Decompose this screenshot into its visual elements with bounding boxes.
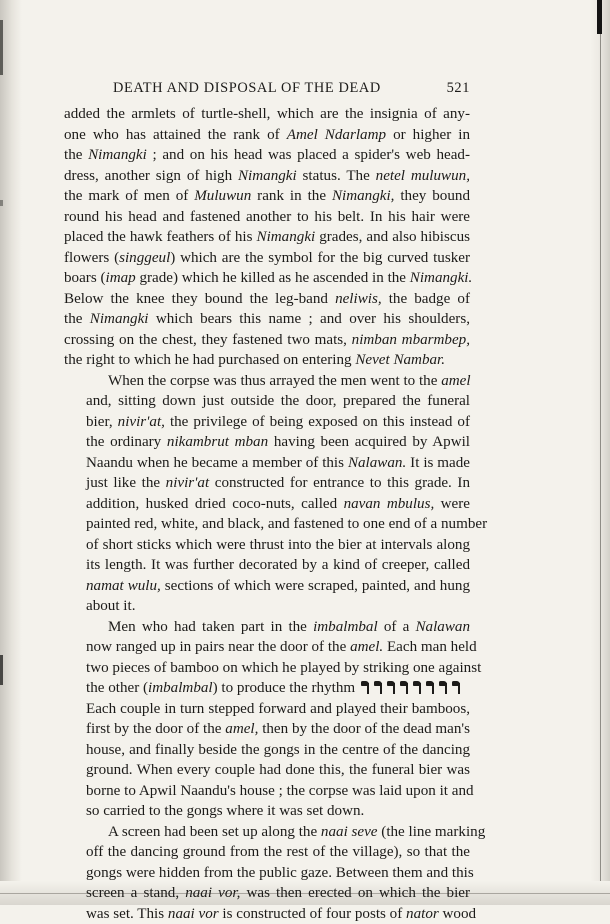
text-run: sections of which were scraped, painted, and hung <box>161 578 470 594</box>
text-run: Men who had taken part in the <box>108 619 313 635</box>
text-line <box>64 330 470 351</box>
text-run: round his head and fastened another to his belt. In his hair were <box>64 209 470 225</box>
text-line <box>64 535 470 556</box>
text-run: status. The <box>297 168 376 184</box>
text-run: the other ( <box>86 680 148 696</box>
italic-term: naai vor <box>168 906 219 922</box>
scan-right-edge <box>590 0 610 905</box>
text-line <box>64 699 470 720</box>
scan-left-edge <box>0 0 22 905</box>
italic-term: nikambrut mban <box>167 434 268 450</box>
text-line <box>64 514 470 535</box>
text-line <box>64 740 470 761</box>
text-line <box>64 207 470 228</box>
text-run: ground. When every couple had done this, the funeral bier was <box>86 762 470 778</box>
text-line <box>64 555 470 576</box>
text-run: the <box>64 311 90 327</box>
text-line <box>64 678 470 699</box>
text-run: just like the <box>86 475 166 491</box>
italic-term: amel <box>441 373 470 389</box>
italic-term: Nimangki <box>88 147 147 163</box>
music-note-icon <box>426 681 435 694</box>
music-note-icon <box>361 681 370 694</box>
text-run: its length. It was further decorated by a kind of creeper, called <box>86 557 470 573</box>
text-line <box>64 412 470 433</box>
text-run: house, and finally beside the gongs in the centre of the dancing <box>86 742 470 758</box>
text-run: wood <box>439 906 476 922</box>
italic-term: naai vor, <box>185 885 240 901</box>
text-line <box>64 186 470 207</box>
italic-term: imbalmbal <box>148 680 213 696</box>
italic-term: neliwis, <box>335 291 382 307</box>
text-run: two pieces of bamboo on which he played by striking one against <box>86 660 481 676</box>
text-line <box>64 227 470 248</box>
paragraph <box>64 371 470 617</box>
italic-term: netel muluwun, <box>376 168 470 184</box>
text-line <box>64 125 470 146</box>
text-line <box>64 473 470 494</box>
text-run: When the corpse was thus arrayed the men went to the <box>108 373 441 389</box>
page-number: 521 <box>447 78 470 98</box>
text-run: was set. This <box>86 906 168 922</box>
text-run: having been acquired by Apwil <box>268 434 470 450</box>
text-run: ; and on his head was placed a spider's web head- <box>147 147 470 163</box>
italic-term: Nimangki <box>257 229 316 245</box>
text-run: A screen had been set up along the <box>108 824 321 840</box>
text-run: the mark of men of <box>64 188 194 204</box>
music-note-icon <box>439 681 448 694</box>
text-line <box>64 781 470 802</box>
text-run: Naandu when he became a member of this <box>86 455 348 471</box>
text-run: ) which are the symbol for the big curved tusker <box>170 250 470 266</box>
text-line <box>64 494 470 515</box>
paragraph <box>64 617 470 822</box>
text-run: (the line marking <box>378 824 486 840</box>
italic-term: naai seve <box>321 824 378 840</box>
text-line <box>64 268 470 289</box>
italic-term: Nalawan. <box>348 455 406 471</box>
text-line <box>64 432 470 453</box>
text-line <box>64 596 470 617</box>
text-run: rank in the <box>251 188 332 204</box>
italic-term: Nimangki. <box>410 270 472 286</box>
text-run: one who has attained the rank of <box>64 127 287 143</box>
text-run: boars ( <box>64 270 106 286</box>
italic-term: nimban mbarmbep, <box>352 332 470 348</box>
text-run: bier, <box>86 414 118 430</box>
italic-term: Nalawan <box>415 619 470 635</box>
music-note-icon <box>387 681 396 694</box>
text-run: of a <box>378 619 416 635</box>
text-run: or higher in <box>386 127 470 143</box>
text-run: grades, and also hibiscus <box>315 229 470 245</box>
text-run: screen a stand, <box>86 885 185 901</box>
paragraph <box>64 822 470 924</box>
text-line <box>64 883 470 904</box>
text-run: the ordinary <box>86 434 167 450</box>
text-line <box>64 863 470 884</box>
header-title: DEATH AND DISPOSAL OF THE DEAD <box>113 78 381 98</box>
text-run: which bears this name ; and over his shoulders, <box>149 311 470 327</box>
text-line <box>64 617 470 638</box>
italic-term: imbalmbal <box>313 619 378 635</box>
text-line <box>64 391 470 412</box>
text-run: the <box>64 147 88 163</box>
text-line <box>64 145 470 166</box>
text-run: then by the door of the dead man's <box>258 721 470 737</box>
text-line <box>64 309 470 330</box>
text-run: the right to which he had purchased on entering <box>64 352 355 368</box>
text-line <box>64 719 470 740</box>
music-note-icon <box>452 681 461 694</box>
music-note-icon <box>413 681 422 694</box>
italic-term: Nimangki <box>238 168 297 184</box>
text-line <box>64 760 470 781</box>
text-line <box>64 904 470 924</box>
italic-term: nivir'at <box>166 475 209 491</box>
text-run: Each man held <box>383 639 476 655</box>
italic-term: imap <box>106 270 136 286</box>
text-run: grade) which he killed as he ascended in the <box>136 270 410 286</box>
italic-term: nivir'at, <box>118 414 165 430</box>
text-line <box>64 637 470 658</box>
text-run: ) to produce the rhythm <box>213 680 356 696</box>
text-run: dress, another sign of high <box>64 168 238 184</box>
text-run: of short sticks which were thrust into the bier at intervals along <box>86 537 470 553</box>
text-line <box>64 453 470 474</box>
italic-term: Amel Ndarlamp <box>287 127 386 143</box>
text-run: placed the hawk feathers of his <box>64 229 257 245</box>
text-line <box>64 248 470 269</box>
italic-term: navan mbulus, <box>344 496 435 512</box>
text-run: the privilege of being exposed on this instead of <box>165 414 470 430</box>
text-line <box>64 576 470 597</box>
text-run: painted red, white, and black, and fastened to one end of a number <box>86 516 487 532</box>
text-run: is constructed of four posts of <box>219 906 406 922</box>
text-run: Below the knee they bound the leg-band <box>64 291 335 307</box>
italic-term: nator <box>406 906 439 922</box>
italic-term: namat wulu, <box>86 578 161 594</box>
text-run: and, sitting down just outside the door, prepared the funeral <box>86 393 470 409</box>
text-run: constructed for entrance to this grade. In <box>209 475 470 491</box>
page-body <box>64 104 470 924</box>
text-run: It is made <box>406 455 470 471</box>
italic-term: Nimangki, <box>332 188 394 204</box>
text-run: the badge of <box>382 291 470 307</box>
paragraph <box>64 104 470 371</box>
italic-term: Muluwun <box>194 188 251 204</box>
text-run: so carried to the gongs where it was set down. <box>86 803 364 819</box>
text-line <box>64 658 470 679</box>
italic-term: amel, <box>225 721 258 737</box>
text-line <box>64 166 470 187</box>
text-run: crossing on the chest, they fastened two mats, <box>64 332 352 348</box>
text-run: gongs were hidden from the public gaze. Between them and this <box>86 865 474 881</box>
italic-term: Nimangki <box>90 311 149 327</box>
text-run: borne to Apwil Naandu's house ; the corpse was laid upon it and <box>86 783 474 799</box>
text-line <box>64 822 470 843</box>
music-note-icon <box>400 681 409 694</box>
text-line <box>64 801 470 822</box>
text-run: first by the door of the <box>86 721 225 737</box>
rhythm-notation <box>361 681 461 694</box>
music-note-icon <box>374 681 383 694</box>
running-header <box>113 78 470 98</box>
text-run: added the armlets of turtle-shell, which are the insignia of any- <box>64 106 470 122</box>
text-line <box>64 289 470 310</box>
text-run: were <box>434 496 470 512</box>
italic-term: Nevet Nambar. <box>355 352 445 368</box>
text-line <box>64 350 470 371</box>
text-run: addition, husked dried coco-nuts, called <box>86 496 344 512</box>
text-run: Each couple in turn stepped forward and played their bamboos, <box>86 701 470 717</box>
text-run: was then erected on which the bier <box>240 885 470 901</box>
text-line <box>64 104 470 125</box>
text-line <box>64 842 470 863</box>
italic-term: singgeul <box>119 250 170 266</box>
text-run: off the dancing ground from the rest of the village), so that the <box>86 844 470 860</box>
text-run: about it. <box>86 598 135 614</box>
text-run: flowers ( <box>64 250 119 266</box>
text-run: now ranged up in pairs near the door of the <box>86 639 350 655</box>
italic-term: amel. <box>350 639 383 655</box>
text-run: they bound <box>394 188 470 204</box>
text-line <box>64 371 470 392</box>
